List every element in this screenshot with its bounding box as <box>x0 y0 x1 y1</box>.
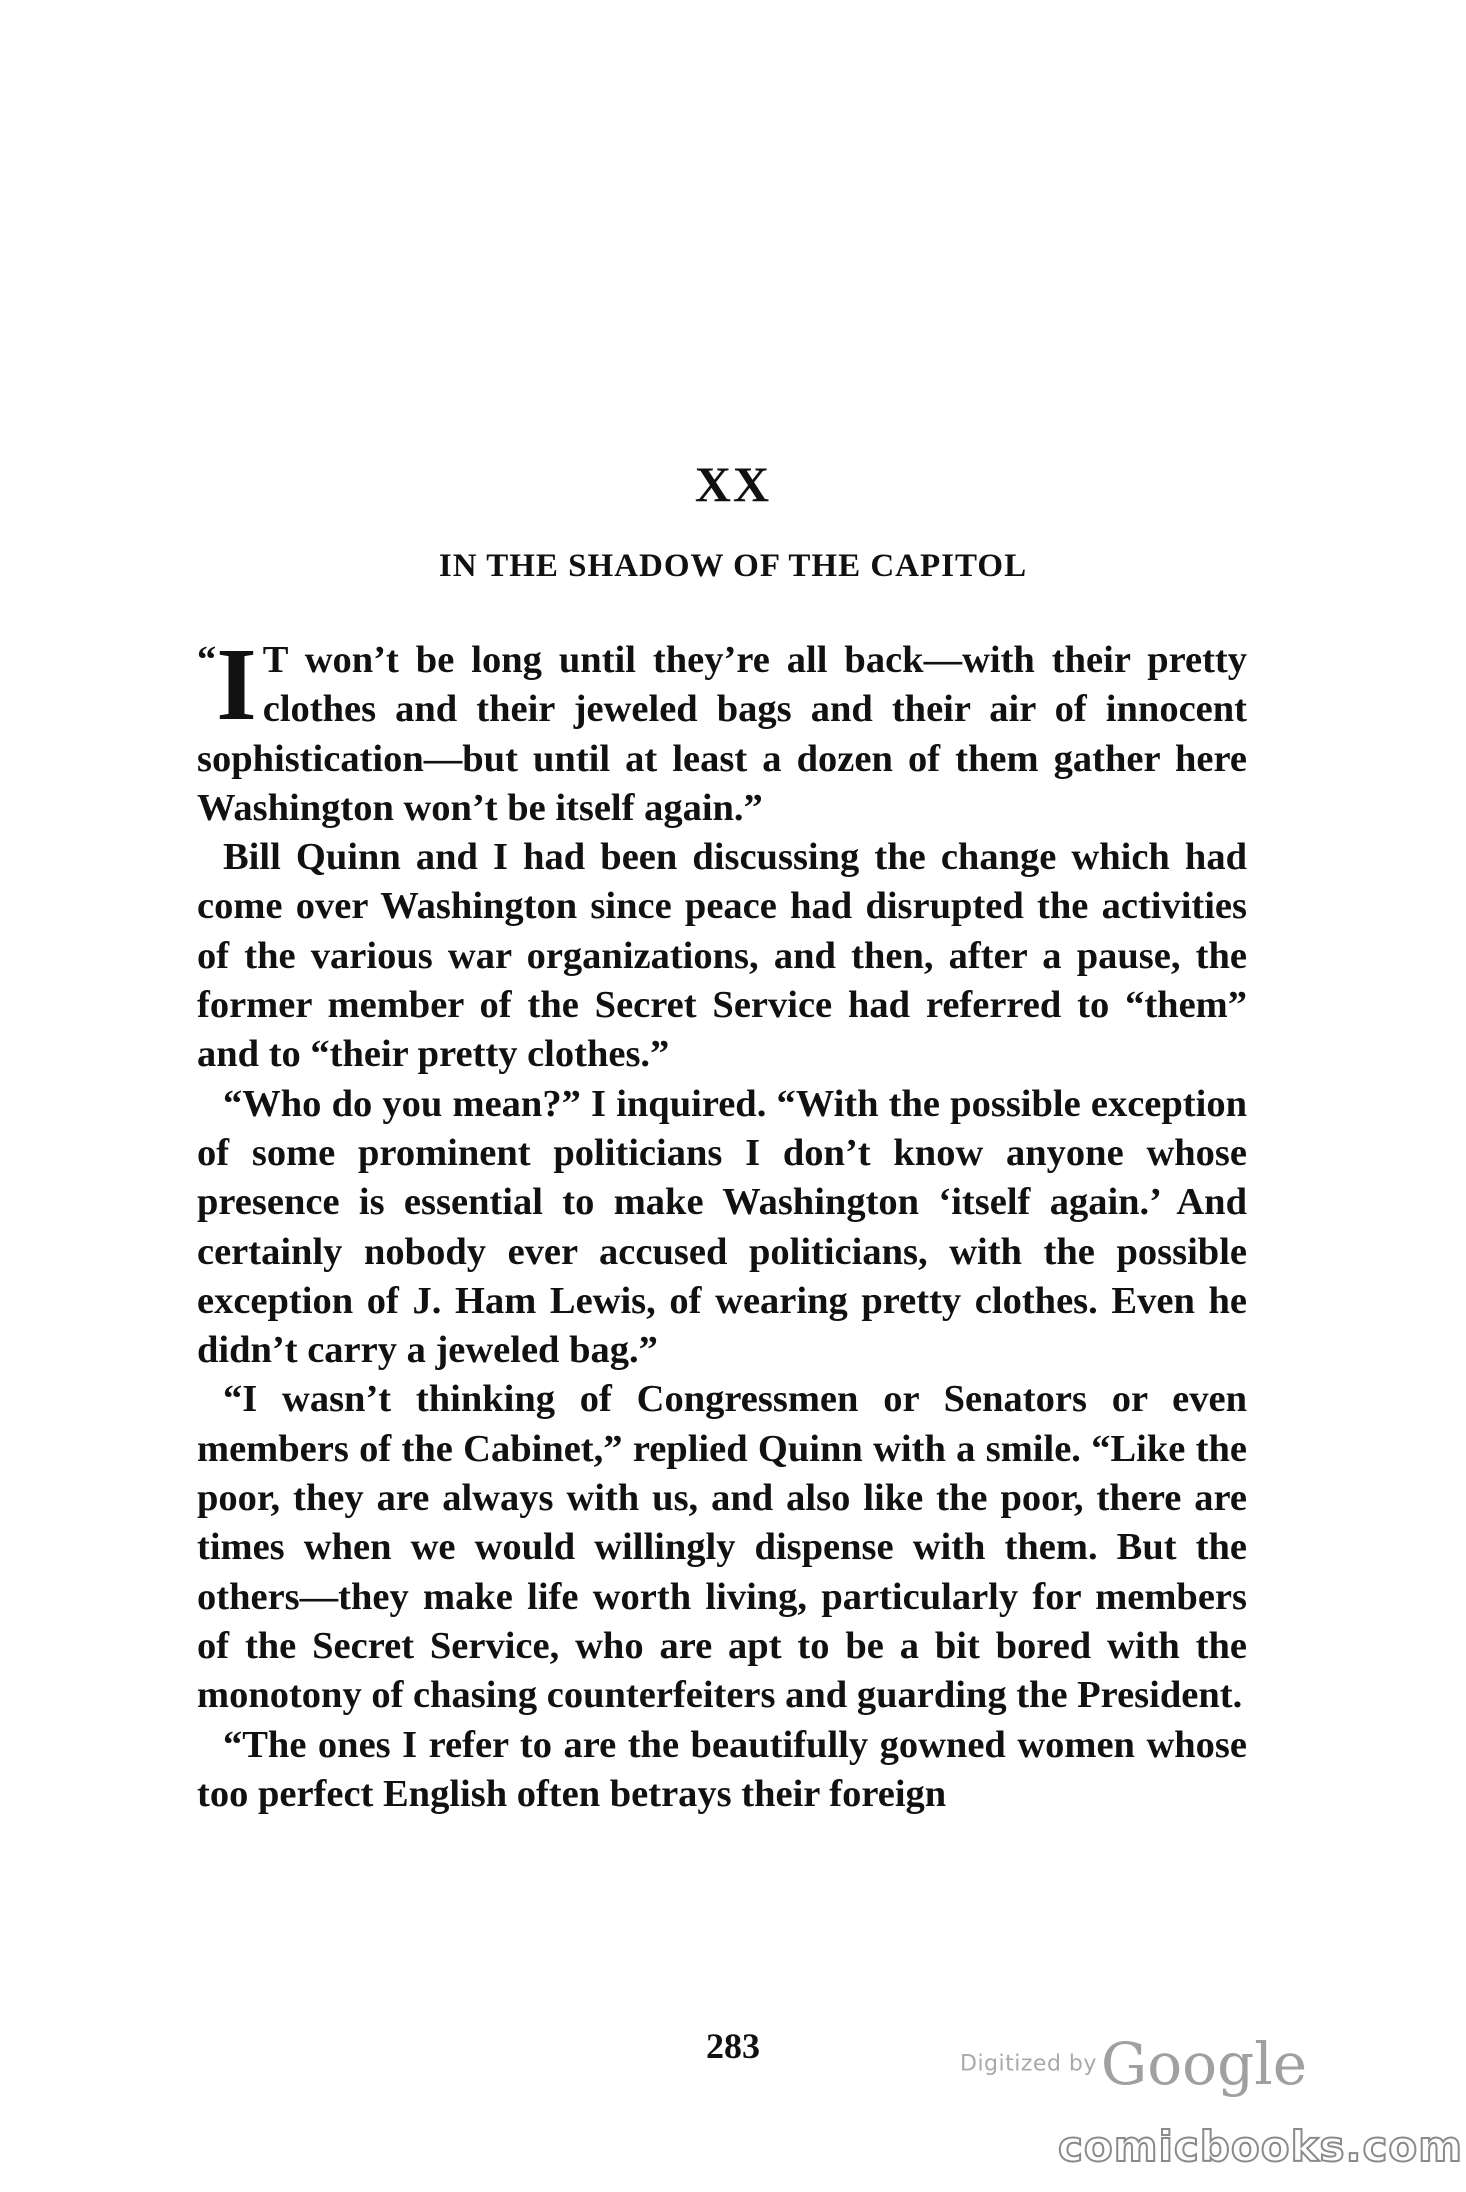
site-watermark: comicbooks.com <box>1058 2122 1463 2171</box>
chapter-title: IN THE SHADOW OF THE CAPITOL <box>438 548 1028 584</box>
digitized-by-google-watermark <box>960 2030 1308 2100</box>
paragraph-4: “I wasn’t thinking of Congressmen or Senators or even members of the Cabinet,” replied Quinn with a smile. “Like the poor, they are always with us, and also like the poor, there are times when we would willingly dispense with them. But the others—they make life worth living, particularly for members of the Secret Service, who are apt to be a bit bored with the monotony of chasing counterfeiters and guarding the President. <box>197 1378 1247 1717</box>
paragraph-1-text: T won’t be long until they’re all back—with their pretty clothes and their jeweled bags and their air of innocent sophistication—but until at least a dozen of them gather here Washington won’t be itself again.” <box>197 639 1247 829</box>
paragraph-2: Bill Quinn and I had been discussing the change which had come over Washington since peace had disrupted the activities of the various war organizations, and then, after a pause, the former member of the Secret Service had referred to “them” and to “their pretty clothes.” <box>197 836 1247 1076</box>
paragraph-3: “Who do you mean?” I inquired. “With the possible exception of some prominent politicians I don’t know anyone whose presence is essential to make Washington ‘itself again.’ And certainly nobody ever accused politicians, with the possible exception of J. Ham Lewis, of wearing pretty clothes. Even he didn’t carry a jeweled bag.” <box>197 1082 1247 1372</box>
drop-cap: I <box>216 627 257 742</box>
opening-quote: “ <box>197 639 217 681</box>
paragraph-1 <box>197 627 1247 833</box>
digitized-by-text: Digitized by <box>960 2051 1097 2077</box>
google-logo-text: Google <box>1100 2030 1308 2098</box>
paragraph-5: “The ones I refer to are the beautifully gowned women whose too perfect English often betrays their foreign <box>197 1723 1247 1815</box>
page-number: 283 <box>706 2026 760 2066</box>
body-text <box>197 627 1247 1819</box>
chapter-number: XX <box>694 456 772 512</box>
